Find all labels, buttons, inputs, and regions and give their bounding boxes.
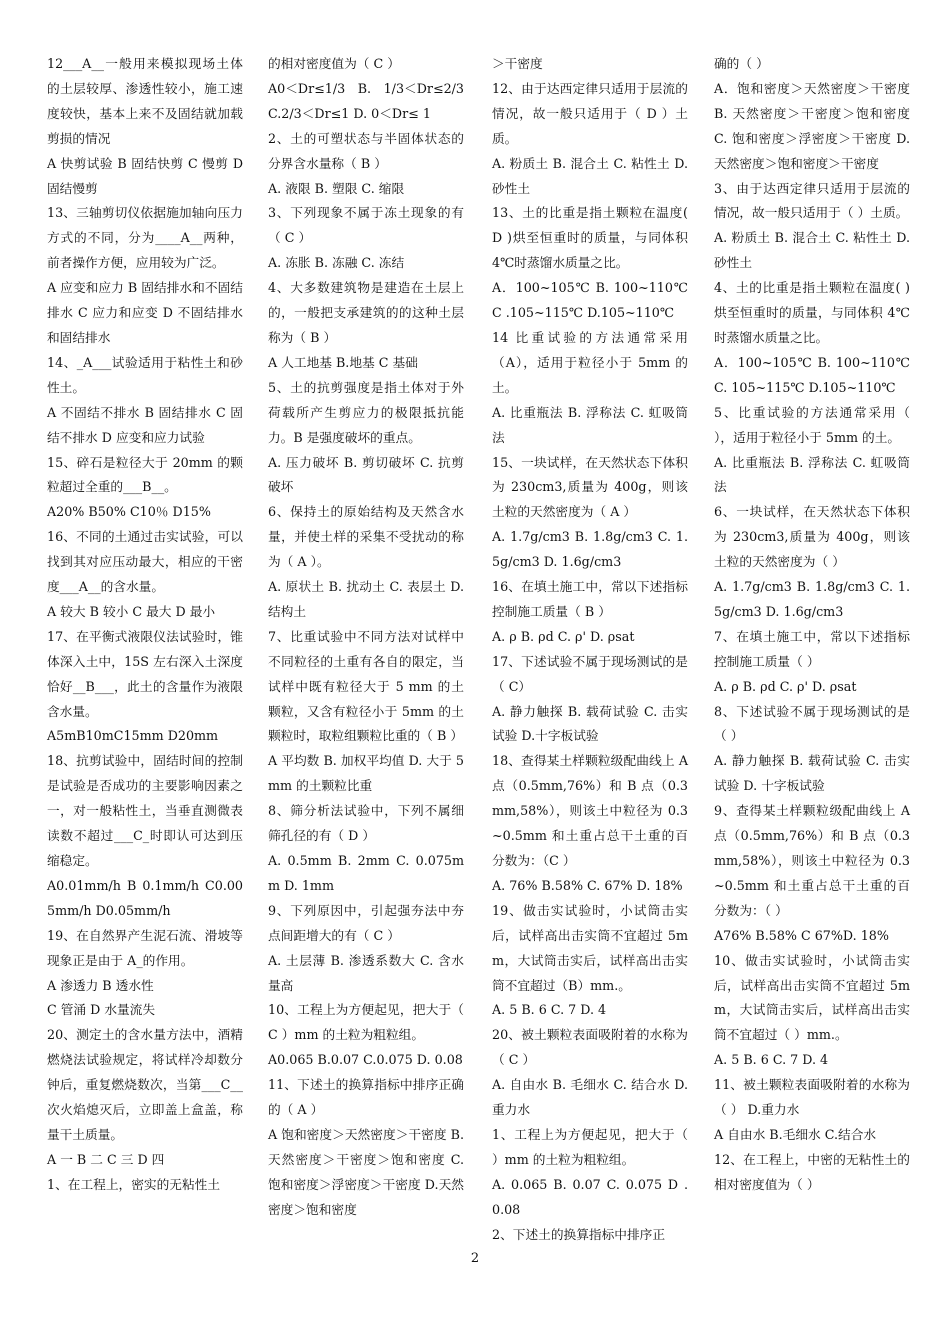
question-line: 20、测定土的含水量方法中，酒精燃烧法试验规定，将试样冷却数分钟后，重复燃烧数次，当第___C__次火焰熄灭后，立即盖上盒盖，称量干土质量。 [47, 1027, 243, 1142]
column-3 [492, 52, 688, 1248]
question-line: 13、土的比重是指土颗粒在温度( D )烘至恒重时的质量，与同体积 4℃时蒸馏水质量之比。 [492, 205, 688, 271]
question-line: 1、在工程上，密实的无粘性土 [47, 1176, 221, 1192]
question-line: A．100~105℃ B. 100~110℃ C. 105~115℃ D.105~110℃ [714, 354, 910, 395]
question-line: A0＜Dr≤1/3 B. 1/3＜Dr≤2/3 C.2/3＜Dr≤1 D. 0＜Dr≤ 1 [268, 80, 464, 121]
question-line: 6、一块试样，在天然状态下体积为 230cm3,质量为 400g，则该土粒的天然密度为（ ） [714, 504, 910, 570]
question-line: A 一 B 二 C 三 D 四 [47, 1151, 165, 1167]
question-line: A 平均数 B. 加权平均值 D. 大于 5mm 的土颗粒比重 [268, 753, 464, 794]
question-line: A．100~105℃ B. 100~110℃ C .105~115℃ D.105~110℃ [492, 280, 688, 321]
question-line: A. 液限 B. 塑限 C. 缩限 [268, 180, 405, 196]
question-line: A. 0.5mm B. 2mm C. 0.075mm D. 1mm [268, 853, 464, 893]
question-line: A. 静力触探 B. 载荷试验 C. 击实试验 D.十字板试验 [492, 703, 688, 744]
question-line: 7、在填土施工中，常以下述指标控制施工质量（ ） [714, 628, 910, 669]
question-line: 16、在填土施工中，常以下述指标控制施工质量（ B ） [492, 579, 688, 619]
question-line: 7、比重试验中不同方法对试样中不同粒径的土重有各自的限定，当试样中既有粒径大于 5 mm 的土颗粒，又含有粒径小于 5mm 的土颗粒时，取粒组颗粒比重的（ B ） [268, 628, 464, 744]
question-line: A. 76% B.58% C. 67% D. 18% [492, 877, 683, 893]
question-line: A. 土层薄 B. 渗透系数大 C. 含水量高 [268, 952, 464, 993]
question-line: 4、土的比重是指土颗粒在温度( )烘至恒重时的质量，与同体积 4℃时蒸馏水质量之比。 [714, 280, 910, 345]
question-line: ＞干密度 [492, 56, 543, 71]
question-line: A. ρ B. ρd C. ρ' D. ρsat [492, 628, 635, 644]
question-line: 2、下述土的换算指标中排序正 [492, 1226, 666, 1242]
question-line: 4、大多数建筑物是建造在土层上的，一般把支承建筑的的这种土层称为（ B ） [268, 280, 464, 345]
question-line: A 应变和应力 B 固结排水和不固结排水 C 应力和应变 D 不固结排水和固结排水 [47, 280, 243, 345]
column-1 [47, 52, 243, 1198]
question-line: 9、下列原因中，引起强夯法中夯点间距增大的有（ C ） [268, 902, 464, 943]
question-line: 15、碎石是粒径大于 20mm 的颗粒超过全重的___B__。 [47, 454, 243, 495]
question-line: A. 比重瓶法 B. 浮称法 C. 虹吸筒法 [492, 404, 688, 445]
question-line: A5mB10mC15mm D20mm [47, 728, 219, 744]
question-line: A. 0.065 B. 0.07 C. 0.075 D . 0.08 [492, 1176, 688, 1217]
question-line: A0.065 B.0.07 C.0.075 D. 0.08 [268, 1052, 463, 1068]
question-line: 11、被土颗粒表面吸附着的水称为（ ） D.重力水 [714, 1077, 910, 1118]
question-line: A. 原状土 B. 扰动土 C. 表层土 D. 结构土 [268, 579, 464, 619]
question-line: 9、查得某土样颗粒级配曲线上 A 点（0.5mm,76%）和 B 点（0.3mm,58%），则该土中粒径为 0.3~0.5mm 和土重占总干土重的百分数为：（ ） [714, 803, 910, 918]
question-line: A. 比重瓶法 B. 浮称法 C. 虹吸筒法 [714, 454, 910, 495]
question-line: A. ρ B. ρd C. ρ' D. ρsat [714, 678, 857, 694]
question-line: 12、在工程上，中密的无粘性土的相对密度值为（ ） [714, 1151, 910, 1192]
question-line: 8、筛分析法试验中，下列不属细筛孔径的有（ D ） [268, 803, 464, 844]
question-line: 8、下述试验不属于现场测试的是（ ） [714, 703, 910, 744]
question-line: 12、由于达西定律只适用于层流的情况，故一般只适用于（ D ）土质。 [492, 80, 688, 146]
question-line: 19、做击实试验时，小试筒击实后，试样高出击实筒不宜超过 5mm，大试筒击实后，试样高出击实筒不宜超过（B）mm.。 [492, 902, 688, 993]
question-line: 2、土的可塑状态与半固体状态的分界含水量称（ B ） [268, 130, 464, 171]
question-line: A 不固结不排水 B 固结排水 C 固结不排水 D 应变和应力试验 [47, 404, 243, 445]
question-line: 的相对密度值为（ C ） [268, 56, 400, 71]
question-line: 10、工程上为方便起见，把大于（ C ）mm 的土粒为粗粒组。 [268, 1002, 464, 1043]
question-line: A0.01mm/h B 0.1mm/h C0.005mm/h D0.05mm/h [47, 877, 243, 918]
question-line: A20% B50% C10％ D15% [47, 504, 211, 520]
question-line: 17、下述试验不属于现场测试的是（ C） [492, 653, 688, 694]
question-line: A 自由水 B.毛细水 C.结合水 [714, 1126, 877, 1142]
question-line: 3、下列现象不属于冻土现象的有（ C ） [268, 205, 464, 246]
question-line: A 渗透力 B 透水性 [47, 977, 154, 993]
question-line: A. 5 B. 6 C. 7 D. 4 [492, 1002, 607, 1018]
question-line: A 快剪试验 B 固结快剪 C 慢剪 D 固结慢剪 [47, 155, 243, 196]
question-line: A. 粉质土 B. 混合土 C. 粘性土 D. 砂性土 [714, 230, 910, 271]
column-4 [714, 52, 910, 1198]
question-line: A. 冻胀 B. 冻融 C. 冻结 [268, 255, 405, 271]
question-line: 12___A__一般用来模拟现场土体的土层较厚、渗透性较小，施工速度较快，基本上来不及固结就加载剪损的情况 [47, 56, 243, 146]
question-line: 10、做击实试验时，小试筒击实后，试样高出击实筒不宜超过 5mm，大试筒击实后，试样高出击实筒不宜超过（ ）mm.。 [714, 952, 910, 1043]
page-number: 2 [470, 1251, 480, 1266]
question-line: 18、抗剪试验中，固结时间的控制是试验是否成功的主要影响因素之一，对一般粘性土，当垂直测微表读数不超过___C_时即认可达到压缩稳定。 [47, 753, 243, 868]
question-line: A. 自由水 B. 毛细水 C. 结合水 D. 重力水 [492, 1077, 688, 1118]
question-line: 14、_A___试验适用于粘性土和砂性土。 [47, 354, 243, 395]
question-line: 19、在自然界产生泥石流、滑坡等现象正是由于 A_的作用。 [47, 927, 243, 968]
question-line: A 人工地基 B.地基 C 基础 [268, 354, 418, 370]
question-line: 13、三轴剪切仪依据施加轴向压力方式的不同，分为____A__两种，前者操作方便，应用较为广泛。 [47, 205, 243, 271]
question-line: C 管涌 D 水量流失 [47, 1002, 156, 1018]
question-line: A. 粉质土 B. 混合土 C. 粘性土 D. 砂性土 [492, 155, 688, 196]
question-line: A 饱和密度＞天然密度＞干密度 B.天然密度＞干密度＞饱和密度 C. 饱和密度＞浮密度＞干密度 D.天然密度＞饱和密度 [268, 1126, 464, 1217]
question-line: A 较大 B 较小 C 最大 D 最小 [47, 603, 216, 619]
question-line: 5、土的抗剪强度是指土体对于外荷载所产生剪应力的极限抵抗能力。B 是强度破坏的重点。 [268, 379, 464, 445]
question-line: 6、保持土的原始结构及天然含水量，并使土样的采集不受扰动的称为（ A ）。 [268, 504, 464, 570]
question-line: A．饱和密度＞天然密度＞干密度 B. 天然密度＞干密度＞饱和密度 C. 饱和密度＞浮密度＞干密度 D. 天然密度＞饱和密度＞干密度 [714, 80, 910, 171]
question-line: 确的（ ） [714, 56, 769, 71]
question-line: 16、不同的土通过击实试验，可以找到其对应压动最大，相应的干密度___A__的含水量。 [47, 529, 243, 595]
question-line: 20、被土颗粒表面吸附着的水称为（ C ） [492, 1027, 688, 1068]
question-line: 3、由于达西定律只适用于层流的情况，故一般只适用于（ ）土质。 [714, 180, 910, 221]
question-line: A. 静力触探 B. 载荷试验 C. 击实试验 D. 十字板试验 [714, 753, 910, 794]
question-line: A. 压力破坏 B. 剪切破坏 C. 抗剪破坏 [268, 454, 464, 495]
question-line: A. 1.7g/cm3 B. 1.8g/cm3 C. 1.5g/cm3 D. 1.6g/cm3 [492, 529, 688, 570]
question-line: A. 1.7g/cm3 B. 1.8g/cm3 C. 1.5g/cm3 D. 1.6g/cm3 [714, 579, 910, 619]
question-line: 11、下述土的换算指标中排序正确的（ A ） [268, 1077, 464, 1118]
question-line: A76% B.58% C 67%D. 18% [714, 927, 889, 943]
question-line: 5、比重试验的方法通常采用（ ），适用于粒径小于 5mm 的土。 [714, 404, 910, 445]
question-line: A. 5 B. 6 C. 7 D. 4 [714, 1052, 829, 1068]
question-line: 1、工程上为方便起见，把大于（ ）mm 的土粒为粗粒组。 [492, 1126, 688, 1167]
question-line: 17、在平衡式液限仪法试验时，锥体深入土中，15S 左右深入土深度恰好__B___，此土的含量作为液限含水量。 [47, 628, 243, 719]
question-line: 18、查得某土样颗粒级配曲线上 A 点（0.5mm,76%）和 B 点（0.3mm,58%），则该土中粒径为 0.3~0.5mm 和土重占总干土重的百分数为：（C ） [492, 753, 688, 868]
question-line: 15、一块试样，在天然状态下体积为 230cm3,质量为 400g，则该土粒的天然密度为（ A ） [492, 454, 688, 520]
column-2 [268, 52, 464, 1223]
question-line: 14 比重试验的方法通常采用（A），适用于粒径小于 5mm 的土。 [492, 329, 688, 395]
